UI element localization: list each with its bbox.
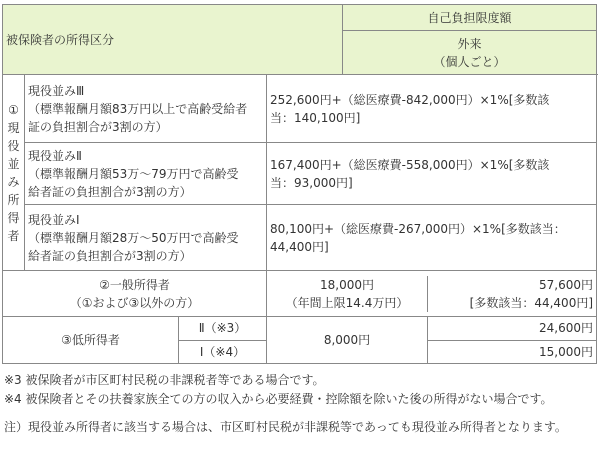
general-outpatient-amount [267,271,597,317]
active-ii-label [25,143,267,205]
header-outpatient-label: 外来 [457,36,482,51]
active-group-char: 所 [7,192,20,207]
active-group-char: み [7,174,20,189]
active-group-char: 役 [7,138,20,153]
active-group-char: 並 [7,156,20,171]
general-income-note: （①および③以外の方） [69,295,200,310]
active-ii-amount-line: 167,400円+（総医療費-558,000円）×1%[多数該 [270,157,550,172]
low-income-i-label: Ⅰ（※4） [179,340,267,364]
low-income-amounts [267,317,597,364]
general-outpatient-annual-cap: （年間上限14.4万円） [285,295,409,310]
active-ii-desc-line: 給者証の負担割合が3割の方） [28,184,192,199]
active-i-name: 現役並みⅠ [28,212,80,227]
note-3: ※3 被保険者が市区町村民税の非課税者等である場合です。 [4,373,325,387]
active-i-amount-line: 80,100円+（総医療費-267,000円）×1%[多数該当： [270,221,566,236]
active-group-char: ① [8,102,19,117]
low-income-i-inpatient: 15,000円 [539,344,594,359]
active-iii-label [25,75,267,143]
active-iii-amount [267,75,597,143]
active-income-group-label [3,75,25,271]
low-income-ii-label: Ⅱ（※3） [179,317,267,341]
low-income-outpatient: 8,000円 [267,317,428,363]
active-group-char: 得 [7,210,20,225]
active-iii-desc-line: （標準報酬月額83万円以上で高齢受給者 [28,101,248,116]
active-income-note: 注）現役並み所得者に該当する場合は、市区町村民税が非課税等であっても現役並み所得者となります。 [4,420,567,434]
header-self-pay-limit: 自己負担限度額 [343,5,597,31]
active-i-amount-line: 44,400円] [270,239,329,254]
general-inpatient-value: 57,600円 [539,277,594,292]
header-outpatient-sub: （個人ごと） [433,54,506,69]
general-income-label [3,271,267,317]
low-income-ii-inpatient: 24,600円 [428,317,597,340]
low-income-label: ③低所得者 [3,317,179,364]
general-inpatient-cell [428,276,597,312]
active-ii-desc-line: （標準報酬月額53万～79万円で高齢受 [28,166,239,181]
active-ii-amount [267,143,597,205]
active-group-char: 現 [7,120,20,135]
general-income-title: ②一般所得者 [99,277,170,292]
footnotes [4,371,594,437]
active-i-label [25,205,267,271]
active-ii-name: 現役並みⅡ [28,148,82,163]
note-4: ※4 被保険者とその扶養家族全ての方の収入から必要経費・控除額を除いた後の所得がない場合です。 [4,392,553,406]
active-group-char: 者 [7,228,20,243]
active-iii-amount-line: 当：140,100円] [270,110,361,125]
active-ii-amount-line: 当：93,000円] [270,175,353,190]
header-income-category: 被保険者の所得区分 [3,5,343,75]
active-iii-name: 現役並みⅢ [28,83,85,98]
general-outpatient-cell [267,276,428,312]
general-outpatient-value: 18,000円 [320,277,374,292]
general-inpatient-multiple: [多数該当：44,400円] [469,295,594,310]
active-iii-desc-line: 証の負担割合が3割の方） [28,119,168,134]
header-outpatient-individual [343,31,597,75]
active-iii-amount-line: 252,600円+（総医療費-842,000円）×1%[多数該 [270,92,550,107]
active-i-desc-line: 給者証の負担割合が3割の方） [28,248,192,263]
self-pay-limit-table [2,4,597,364]
active-i-desc-line: （標準報酬月額28万～50万円で高齢受 [28,230,239,245]
active-i-amount [267,205,597,271]
